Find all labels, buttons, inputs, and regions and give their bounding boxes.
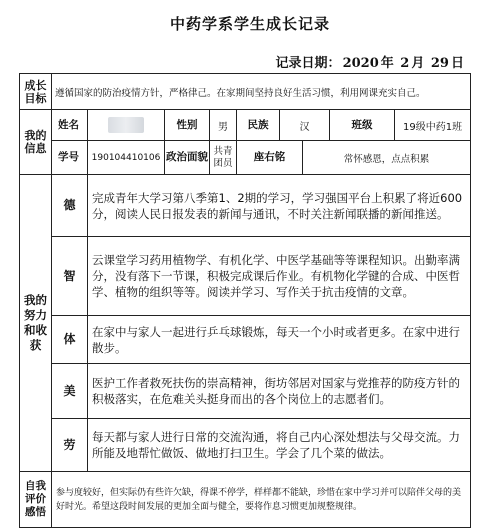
gender-value: 男 [210, 110, 237, 141]
date-day: 29 [430, 56, 449, 71]
politics-label: 政治面貌 [165, 141, 210, 175]
politics-value: 共青团员 [210, 141, 237, 175]
info-section-label: 我的信息 [20, 110, 52, 175]
motto-value: 常怀感恩，点点积累 [303, 141, 471, 175]
name-label: 姓名 [52, 110, 88, 141]
info-row-1 [20, 110, 471, 141]
name-value [88, 110, 165, 141]
gender-label: 性别 [165, 110, 210, 141]
goal-row [20, 74, 471, 110]
record-date [274, 52, 464, 71]
effort-text: 每天都与家人进行日常的交流沟通，将自己内心深处想法与父母交流。力所能及地帮忙做饭、做地打扫卫生。学会了几个菜的做法。 [88, 419, 471, 472]
ethnicity-value: 汉 [280, 110, 330, 141]
effort-row-de [20, 175, 471, 237]
effort-text: 云课堂学习药用植物学、有机化学、中医学基础等等课程知识。出勤率满分，没有落下一节课，积极完成课后作业。有机物化学键的合成、中医哲学、植物的组织等等。阅读并学习、写作关于抗击疫情的文章。 [88, 237, 471, 316]
motto-label: 座右铭 [237, 141, 303, 175]
goal-text: 遵循国家的防治疫情方针，严格律己。在家期间坚持良好生活习惯，利用网课充实自己。 [52, 74, 471, 110]
goal-label: 成长目标 [20, 74, 52, 110]
effort-row-zhi [20, 237, 471, 316]
page-title: 中药学系学生成长记录 [169, 15, 330, 33]
ethnicity-label: 民族 [237, 110, 280, 141]
date-year: 2020 [342, 56, 379, 71]
class-label: 班级 [330, 110, 395, 141]
effort-key: 体 [52, 316, 88, 364]
date-year-unit: 年 [380, 56, 394, 71]
effort-text: 完成青年大学习第八季第1、2期的学习，学习强国平台上积累了将近600分，阅读人民日报发表的新闻与通讯，不时关注新闻联播的新闻推送。 [88, 175, 471, 237]
effort-key: 智 [52, 237, 88, 316]
effort-row-mei [20, 364, 471, 419]
effort-row-lao [20, 419, 471, 472]
effort-text: 医护工作者救死扶伤的崇高精神，街坊邻居对国家与党推荐的防疫方针的积极落实，在危难关头挺身而出的各个岗位上的志愿者们。 [88, 364, 471, 419]
name-redacted [108, 117, 144, 133]
growth-record-table [19, 73, 471, 528]
date-month: 2 [400, 56, 410, 71]
id-label: 学号 [52, 141, 88, 175]
effort-key: 美 [52, 364, 88, 419]
info-row-2 [20, 141, 471, 175]
effort-row-ti [20, 316, 471, 364]
id-value: 190104410106 [88, 141, 165, 175]
date-label: 记录日期： [275, 56, 341, 71]
effort-key: 德 [52, 175, 88, 237]
efforts-section-label: 我的努力和收获 [20, 175, 52, 472]
self-eval-row [20, 472, 471, 528]
self-eval-text: 参与度较好，但实际仍有些许欠缺，得课不停学，样样都不能缺，珍惜在家中学习并可以陪伴父母的美好时光。希望这段时间发展的更加全面与健全，要将作息习惯更加规整规律。 [52, 472, 471, 528]
effort-text: 在家中与家人一起进行乒乓球锻炼，每天一个小时或者更多。在家中进行散步。 [88, 316, 471, 364]
self-eval-label: 自我评价感悟 [20, 472, 52, 528]
date-month-unit: 月 [411, 56, 425, 71]
date-day-unit: 日 [450, 56, 464, 71]
effort-key: 劳 [52, 419, 88, 472]
class-value: 19级中药1班 [395, 110, 471, 141]
